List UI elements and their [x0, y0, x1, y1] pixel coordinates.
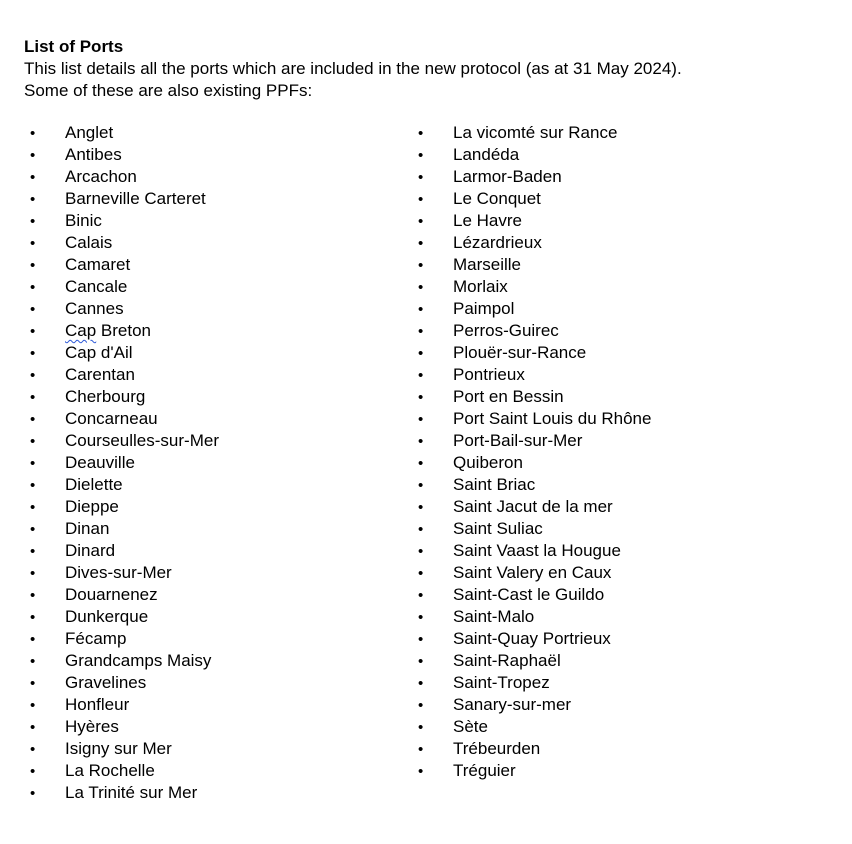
port-name: Perros-Guirec	[453, 321, 559, 340]
bullet-icon: •	[30, 499, 36, 516]
port-list-item-left	[30, 276, 219, 298]
bullet-icon: •	[418, 411, 424, 428]
port-name: Dinan	[65, 519, 110, 538]
port-name: Saint Jacut de la mer	[453, 497, 613, 516]
bullet-icon: •	[30, 675, 36, 692]
port-name: Lézardrieux	[453, 233, 542, 252]
bullet-icon: •	[418, 455, 424, 472]
port-list-item-left	[30, 606, 219, 628]
port-list-item-left	[30, 518, 219, 540]
bullet-icon: •	[418, 697, 424, 714]
port-name: Isigny sur Mer	[65, 739, 172, 758]
bullet-icon: •	[30, 763, 36, 780]
bullet-icon: •	[30, 521, 36, 538]
bullet-icon: •	[30, 389, 36, 406]
port-name: Arcachon	[65, 167, 137, 186]
port-list-item-left	[30, 122, 219, 144]
port-list-item-right	[418, 298, 651, 320]
port-list-item-right	[418, 738, 651, 760]
bullet-icon: •	[418, 345, 424, 362]
port-list-item-right	[418, 232, 651, 254]
port-name: Dives-sur-Mer	[65, 563, 172, 582]
bullet-icon: •	[418, 653, 424, 670]
port-name: Saint Valery en Caux	[453, 563, 612, 582]
bullet-icon: •	[418, 543, 424, 560]
port-list-item-right	[418, 540, 651, 562]
bullet-icon: •	[30, 411, 36, 428]
port-name: Cap d'Ail	[65, 343, 133, 362]
port-list-item-right	[418, 760, 651, 782]
port-name: Landéda	[453, 145, 520, 164]
port-list-item-right	[418, 166, 651, 188]
bullet-icon: •	[418, 631, 424, 648]
bullet-icon: •	[30, 785, 36, 802]
port-list-item-left	[30, 716, 219, 738]
port-list-item-right	[418, 122, 651, 144]
bullet-icon: •	[30, 345, 36, 362]
port-name: Sanary-sur-mer	[453, 695, 572, 714]
port-list-item-left	[30, 452, 219, 474]
port-list-item-left	[30, 144, 219, 166]
bullet-icon: •	[30, 741, 36, 758]
port-list-item-right	[418, 188, 651, 210]
port-list-item-left	[30, 430, 219, 452]
port-name: Trébeurden	[453, 739, 541, 758]
bullet-icon: •	[418, 235, 424, 252]
port-name: Dieppe	[65, 497, 119, 516]
port-name: Saint-Tropez	[453, 673, 550, 692]
port-name: Marseille	[453, 255, 522, 274]
port-name: Cancale	[65, 277, 128, 296]
port-list-item-right	[418, 672, 651, 694]
bullet-icon: •	[418, 477, 424, 494]
port-list-item-right	[418, 628, 651, 650]
port-list-item-right	[418, 474, 651, 496]
port-list-item-right	[418, 562, 651, 584]
page-heading: List of Ports	[24, 37, 124, 56]
bullet-icon: •	[418, 389, 424, 406]
bullet-icon: •	[418, 169, 424, 186]
bullet-icon: •	[418, 609, 424, 626]
port-name: Morlaix	[453, 277, 508, 296]
port-name: Cherbourg	[65, 387, 146, 406]
bullet-icon: •	[418, 279, 424, 296]
port-name: Le Conquet	[453, 189, 541, 208]
port-list-item-right	[418, 606, 651, 628]
bullet-icon: •	[418, 323, 424, 340]
port-name: Plouër-sur-Rance	[453, 343, 587, 362]
bullet-icon: •	[30, 301, 36, 318]
port-name: La vicomté sur Rance	[453, 123, 618, 142]
port-name: Saint Vaast la Hougue	[453, 541, 621, 560]
port-list-item-left	[30, 474, 219, 496]
port-list-item-left	[30, 496, 219, 518]
bullet-icon: •	[418, 125, 424, 142]
port-list-item-left	[30, 738, 219, 760]
bullet-icon: •	[418, 763, 424, 780]
bullet-icon: •	[418, 257, 424, 274]
bullet-icon: •	[418, 301, 424, 318]
bullet-icon: •	[30, 169, 36, 186]
port-name: Barneville Carteret	[65, 189, 206, 208]
port-name: Antibes	[65, 145, 122, 164]
spellcheck-underline: Cap	[65, 321, 97, 340]
port-list-item-left	[30, 210, 219, 232]
port-name: Camaret	[65, 255, 131, 274]
port-list-item-right	[418, 650, 651, 672]
bullet-icon: •	[30, 609, 36, 626]
port-list-item-left	[30, 364, 219, 386]
bullet-icon: •	[30, 257, 36, 274]
intro-line-1: This list details all the ports which are included in the new protocol (as at 31 May 2024).	[24, 59, 682, 78]
port-list-item-left	[30, 386, 219, 408]
port-list-item-left	[30, 166, 219, 188]
port-name: Courseulles-sur-Mer	[65, 431, 219, 450]
bullet-icon: •	[30, 433, 36, 450]
port-list-item-right	[418, 408, 651, 430]
port-name: Saint Briac	[453, 475, 536, 494]
port-list-item-right	[418, 342, 651, 364]
port-list-item-left	[30, 694, 219, 716]
port-name: Carentan	[65, 365, 135, 384]
port-name: Saint Suliac	[453, 519, 543, 538]
port-name: Pontrieux	[453, 365, 525, 384]
port-list-item-left	[30, 298, 219, 320]
bullet-icon: •	[30, 719, 36, 736]
ports-list-right	[418, 122, 651, 782]
port-name: Honfleur	[65, 695, 130, 714]
bullet-icon: •	[418, 191, 424, 208]
port-list-item-left	[30, 254, 219, 276]
port-name: Quiberon	[453, 453, 523, 472]
bullet-icon: •	[30, 565, 36, 582]
port-list-item-right	[418, 210, 651, 232]
port-list-item-right	[418, 496, 651, 518]
bullet-icon: •	[30, 631, 36, 648]
bullet-icon: •	[30, 125, 36, 142]
port-name: Saint-Raphaël	[453, 651, 561, 670]
port-list-item-right	[418, 254, 651, 276]
port-list-item-right	[418, 716, 651, 738]
port-name: Grandcamps Maisy	[65, 651, 212, 670]
port-name: Saint-Cast le Guildo	[453, 585, 605, 604]
port-name: Port-Bail-sur-Mer	[453, 431, 583, 450]
port-name: Cannes	[65, 299, 124, 318]
port-name: Douarnenez	[65, 585, 158, 604]
port-list-item-left	[30, 562, 219, 584]
port-name: Saint-Malo	[453, 607, 535, 626]
port-name: Calais	[65, 233, 113, 252]
port-list-item-left	[30, 320, 219, 342]
port-list-item-right	[418, 364, 651, 386]
port-list-item-left	[30, 188, 219, 210]
port-name: Anglet	[65, 123, 114, 142]
port-list-item-right	[418, 518, 651, 540]
port-list-item-left	[30, 408, 219, 430]
ports-list-left	[30, 122, 219, 804]
port-name: Port Saint Louis du Rhône	[453, 409, 652, 428]
port-name: Cap Breton	[65, 321, 151, 340]
port-name: Dielette	[65, 475, 123, 494]
port-name: Tréguier	[453, 761, 516, 780]
port-list-item-left	[30, 232, 219, 254]
port-list-item-left	[30, 760, 219, 782]
bullet-icon: •	[418, 499, 424, 516]
bullet-icon: •	[30, 543, 36, 560]
bullet-icon: •	[418, 741, 424, 758]
port-list-item-left	[30, 782, 219, 804]
bullet-icon: •	[418, 719, 424, 736]
bullet-icon: •	[418, 213, 424, 230]
port-name: Binic	[65, 211, 102, 230]
bullet-icon: •	[30, 235, 36, 252]
port-list-item-right	[418, 276, 651, 298]
port-name: Hyères	[65, 717, 119, 736]
port-list-item-left	[30, 540, 219, 562]
bullet-icon: •	[30, 455, 36, 472]
port-list-item-left	[30, 672, 219, 694]
bullet-icon: •	[418, 565, 424, 582]
port-list-item-left	[30, 342, 219, 364]
port-name: Larmor-Baden	[453, 167, 562, 186]
port-list-item-right	[418, 584, 651, 606]
bullet-icon: •	[30, 653, 36, 670]
port-name: Sète	[453, 717, 488, 736]
port-name: Paimpol	[453, 299, 515, 318]
bullet-icon: •	[30, 147, 36, 164]
bullet-icon: •	[30, 279, 36, 296]
bullet-icon: •	[30, 587, 36, 604]
port-list-item-right	[418, 694, 651, 716]
port-list-item-right	[418, 386, 651, 408]
port-list-item-right	[418, 144, 651, 166]
port-list-item-right	[418, 320, 651, 342]
port-name: Fécamp	[65, 629, 127, 648]
bullet-icon: •	[418, 521, 424, 538]
port-list-item-left	[30, 584, 219, 606]
bullet-icon: •	[418, 675, 424, 692]
bullet-icon: •	[30, 213, 36, 230]
intro-paragraph	[24, 58, 824, 102]
bullet-icon: •	[418, 367, 424, 384]
port-name: Port en Bessin	[453, 387, 564, 406]
bullet-icon: •	[30, 367, 36, 384]
bullet-icon: •	[418, 587, 424, 604]
port-list-item-left	[30, 650, 219, 672]
bullet-icon: •	[418, 147, 424, 164]
bullet-icon: •	[30, 477, 36, 494]
port-list-item-right	[418, 430, 651, 452]
port-name: Concarneau	[65, 409, 158, 428]
port-name: La Rochelle	[65, 761, 155, 780]
port-name: Deauville	[65, 453, 135, 472]
bullet-icon: •	[418, 433, 424, 450]
port-list-item-right	[418, 452, 651, 474]
port-name: Dinard	[65, 541, 116, 560]
port-name: Dunkerque	[65, 607, 149, 626]
intro-line-2: Some of these are also existing PPFs:	[24, 81, 313, 100]
port-name: Gravelines	[65, 673, 147, 692]
port-name: La Trinité sur Mer	[65, 783, 198, 802]
bullet-icon: •	[30, 191, 36, 208]
bullet-icon: •	[30, 697, 36, 714]
port-name: Le Havre	[453, 211, 522, 230]
port-name: Saint-Quay Portrieux	[453, 629, 611, 648]
port-list-item-left	[30, 628, 219, 650]
bullet-icon: •	[30, 323, 36, 340]
